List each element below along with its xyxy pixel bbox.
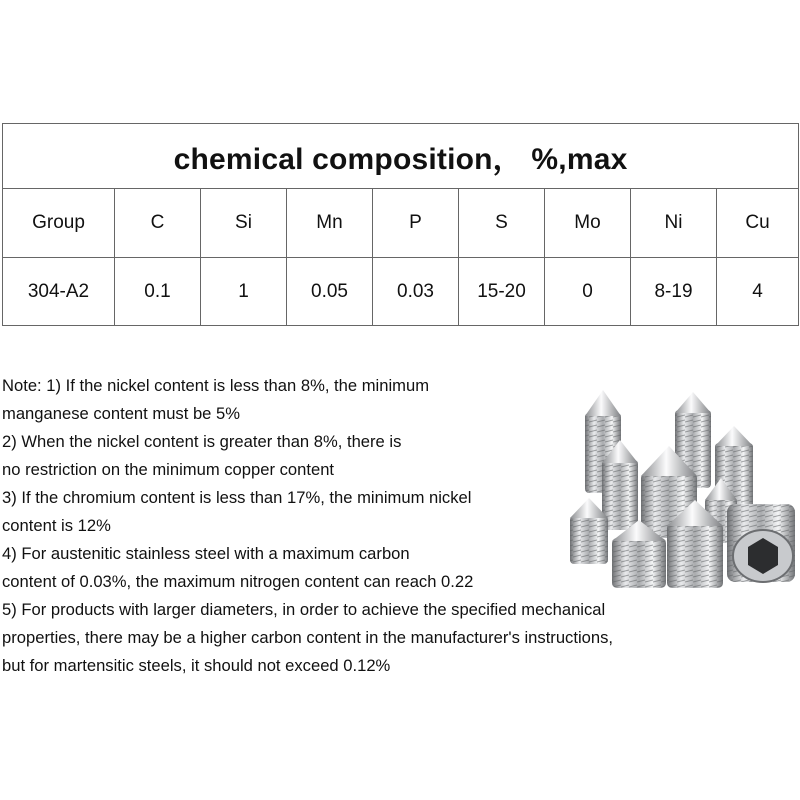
table-header-row — [3, 189, 799, 258]
note-line: 5) For products with larger diameters, in order to achieve the specified mechanical — [2, 600, 606, 619]
note-line: no restriction on the minimum copper content — [2, 460, 335, 479]
header-ni: Ni — [631, 189, 717, 258]
header-mo: Mo — [545, 189, 631, 258]
header-p: P — [373, 189, 459, 258]
note-line: manganese content must be 5% — [2, 404, 240, 423]
header-mn: Mn — [287, 189, 373, 258]
cell-ni: 8-19 — [631, 258, 717, 326]
set-screws-photo — [565, 388, 800, 598]
note-line: Note: 1) If the nickel content is less than 8%, the minimum — [2, 376, 430, 395]
note-line: content of 0.03%, the maximum nitrogen content can reach 0.22 — [2, 572, 474, 591]
header-c: C — [115, 189, 201, 258]
cell-group: 304-A2 — [3, 258, 115, 326]
cell-mn: 0.05 — [287, 258, 373, 326]
table-title: chemical composition， %,max — [3, 124, 799, 189]
note-line: 2) When the nickel content is greater than 8%, there is — [2, 432, 402, 451]
note-line: 3) If the chromium content is less than 17%, the minimum nickel — [2, 488, 472, 507]
note-line: content is 12% — [2, 516, 111, 535]
note-line: properties, there may be a higher carbon content in the manufacturer's instructions, — [2, 628, 614, 647]
cell-mo: 0 — [545, 258, 631, 326]
table-row — [3, 258, 799, 326]
cell-si: 1 — [201, 258, 287, 326]
cell-cu: 4 — [717, 258, 799, 326]
chemical-composition-table — [2, 123, 799, 326]
header-cu: Cu — [717, 189, 799, 258]
note-line: but for martensitic steels, it should not exceed 0.12% — [2, 656, 391, 675]
cell-c: 0.1 — [115, 258, 201, 326]
header-s: S — [459, 189, 545, 258]
header-si: Si — [201, 189, 287, 258]
header-group: Group — [3, 189, 115, 258]
cell-s: 15-20 — [459, 258, 545, 326]
cell-p: 0.03 — [373, 258, 459, 326]
note-line: 4) For austenitic stainless steel with a maximum carbon — [2, 544, 410, 563]
